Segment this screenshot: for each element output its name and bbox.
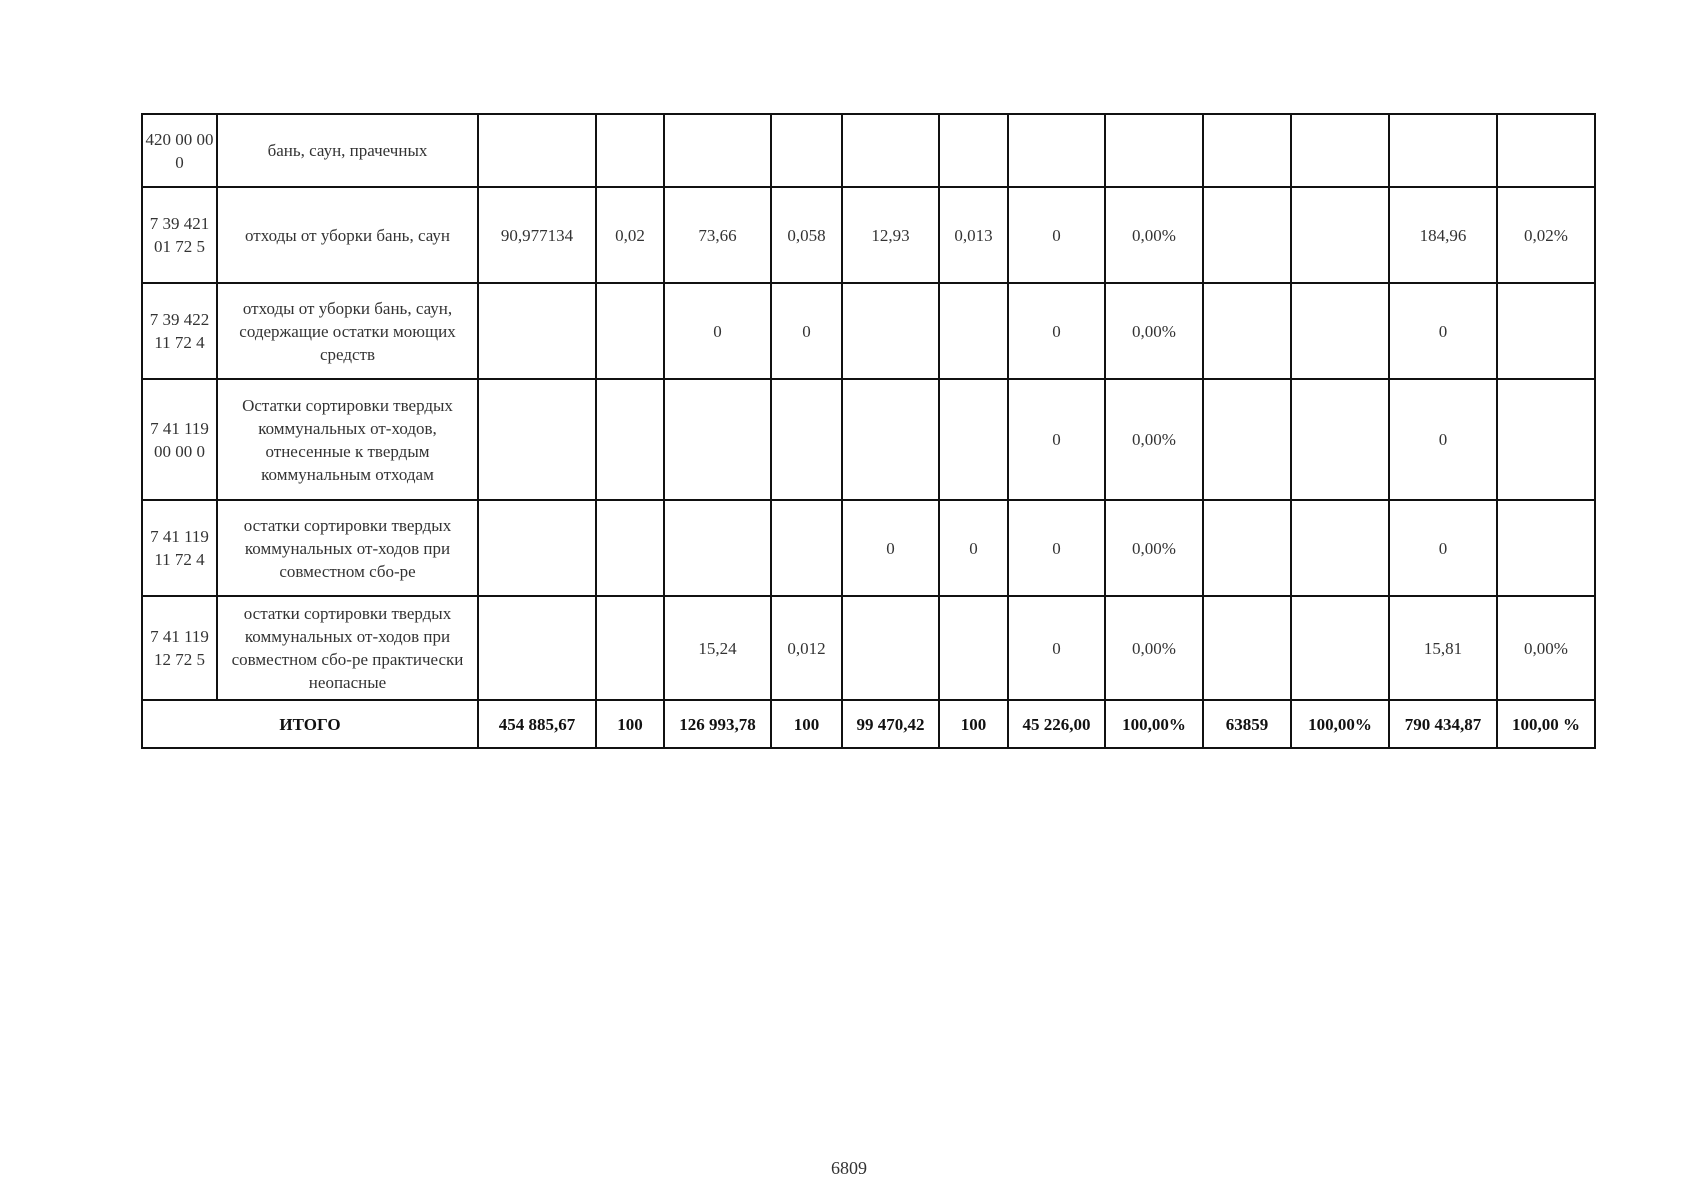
- value-cell: 0: [1008, 379, 1105, 500]
- total-value-cell: 63859: [1203, 700, 1291, 748]
- value-cell: [596, 500, 664, 596]
- value-cell: [478, 283, 596, 379]
- value-cell: [939, 114, 1008, 187]
- value-cell: 0: [1008, 500, 1105, 596]
- value-cell: [1497, 114, 1595, 187]
- waste-table: [141, 113, 1596, 749]
- total-value-cell: 100: [596, 700, 664, 748]
- value-cell: [1291, 187, 1389, 283]
- value-cell: [596, 596, 664, 700]
- value-cell: [478, 114, 596, 187]
- value-cell: [1497, 283, 1595, 379]
- waste-code-cell: 7 41 119 11 72 4: [142, 500, 217, 596]
- waste-code-cell: 7 41 119 12 72 5: [142, 596, 217, 700]
- value-cell: 0,00%: [1105, 596, 1203, 700]
- value-cell: 0: [939, 500, 1008, 596]
- value-cell: [939, 596, 1008, 700]
- value-cell: 0,00%: [1105, 500, 1203, 596]
- value-cell: 0,02%: [1497, 187, 1595, 283]
- total-value-cell: 100,00%: [1291, 700, 1389, 748]
- waste-code-cell: 7 39 422 11 72 4: [142, 283, 217, 379]
- value-cell: [664, 500, 771, 596]
- value-cell: [1497, 379, 1595, 500]
- value-cell: 0: [771, 283, 842, 379]
- value-cell: 0,00%: [1497, 596, 1595, 700]
- total-value-cell: 454 885,67: [478, 700, 596, 748]
- waste-name-cell: Остатки сортировки твердых коммунальных от-ходов, отнесенные к твердым коммунальным отходам: [217, 379, 478, 500]
- value-cell: [1291, 500, 1389, 596]
- value-cell: [1203, 500, 1291, 596]
- value-cell: 12,93: [842, 187, 939, 283]
- value-cell: [1105, 114, 1203, 187]
- total-value-cell: 45 226,00: [1008, 700, 1105, 748]
- waste-name-cell: отходы от уборки бань, саун: [217, 187, 478, 283]
- value-cell: [771, 114, 842, 187]
- value-cell: [1203, 114, 1291, 187]
- value-cell: [1203, 379, 1291, 500]
- value-cell: [596, 379, 664, 500]
- value-cell: [1291, 114, 1389, 187]
- value-cell: 0: [1389, 500, 1497, 596]
- value-cell: [939, 283, 1008, 379]
- value-cell: 0,013: [939, 187, 1008, 283]
- value-cell: [664, 379, 771, 500]
- value-cell: 0: [1389, 283, 1497, 379]
- value-cell: 90,977134: [478, 187, 596, 283]
- total-value-cell: 100,00%: [1105, 700, 1203, 748]
- value-cell: [842, 379, 939, 500]
- value-cell: [842, 596, 939, 700]
- waste-name-cell: остатки сортировки твердых коммунальных от-ходов при совместном сбо-ре практически неопасные: [217, 596, 478, 700]
- value-cell: 0,00%: [1105, 187, 1203, 283]
- value-cell: 0: [1008, 596, 1105, 700]
- value-cell: [1291, 283, 1389, 379]
- waste-name-cell: бань, саун, прачечных: [217, 114, 478, 187]
- value-cell: [1203, 283, 1291, 379]
- value-cell: 0: [1008, 187, 1105, 283]
- value-cell: [596, 114, 664, 187]
- value-cell: 0,00%: [1105, 283, 1203, 379]
- value-cell: 0,02: [596, 187, 664, 283]
- value-cell: [478, 500, 596, 596]
- total-value-cell: 100: [771, 700, 842, 748]
- table-row: [142, 283, 1595, 379]
- total-value-cell: 100: [939, 700, 1008, 748]
- value-cell: [771, 500, 842, 596]
- value-cell: 0: [1389, 379, 1497, 500]
- waste-name-cell: отходы от уборки бань, саун, содержащие остатки моющих средств: [217, 283, 478, 379]
- value-cell: [1291, 379, 1389, 500]
- total-value-cell: 790 434,87: [1389, 700, 1497, 748]
- table-body: [142, 114, 1595, 748]
- page-number: 6809: [831, 1158, 867, 1178]
- value-cell: 0,058: [771, 187, 842, 283]
- value-cell: [771, 379, 842, 500]
- value-cell: [939, 379, 1008, 500]
- value-cell: 73,66: [664, 187, 771, 283]
- value-cell: [478, 379, 596, 500]
- value-cell: [664, 114, 771, 187]
- value-cell: [1497, 500, 1595, 596]
- total-label: ИТОГО: [142, 700, 478, 748]
- value-cell: 0,00%: [1105, 379, 1203, 500]
- value-cell: [1291, 596, 1389, 700]
- value-cell: [842, 283, 939, 379]
- value-cell: 184,96: [1389, 187, 1497, 283]
- table-row: [142, 187, 1595, 283]
- value-cell: 0,012: [771, 596, 842, 700]
- total-value-cell: 126 993,78: [664, 700, 771, 748]
- value-cell: [478, 596, 596, 700]
- value-cell: [1008, 114, 1105, 187]
- value-cell: 0: [1008, 283, 1105, 379]
- table-row: [142, 379, 1595, 500]
- total-value-cell: 100,00 %: [1497, 700, 1595, 748]
- total-value-cell: 99 470,42: [842, 700, 939, 748]
- value-cell: [1203, 187, 1291, 283]
- table-row: [142, 500, 1595, 596]
- value-cell: 0: [842, 500, 939, 596]
- waste-code-cell: 7 39 421 01 72 5: [142, 187, 217, 283]
- value-cell: 15,81: [1389, 596, 1497, 700]
- table-row: [142, 596, 1595, 700]
- table-row: [142, 114, 1595, 187]
- value-cell: 0: [664, 283, 771, 379]
- value-cell: [596, 283, 664, 379]
- total-row: [142, 700, 1595, 748]
- waste-code-cell: 7 41 119 00 00 0: [142, 379, 217, 500]
- value-cell: [1203, 596, 1291, 700]
- waste-name-cell: остатки сортировки твердых коммунальных от-ходов при совместном сбо-ре: [217, 500, 478, 596]
- value-cell: [842, 114, 939, 187]
- waste-code-cell: 420 00 00 0: [142, 114, 217, 187]
- value-cell: 15,24: [664, 596, 771, 700]
- value-cell: [1389, 114, 1497, 187]
